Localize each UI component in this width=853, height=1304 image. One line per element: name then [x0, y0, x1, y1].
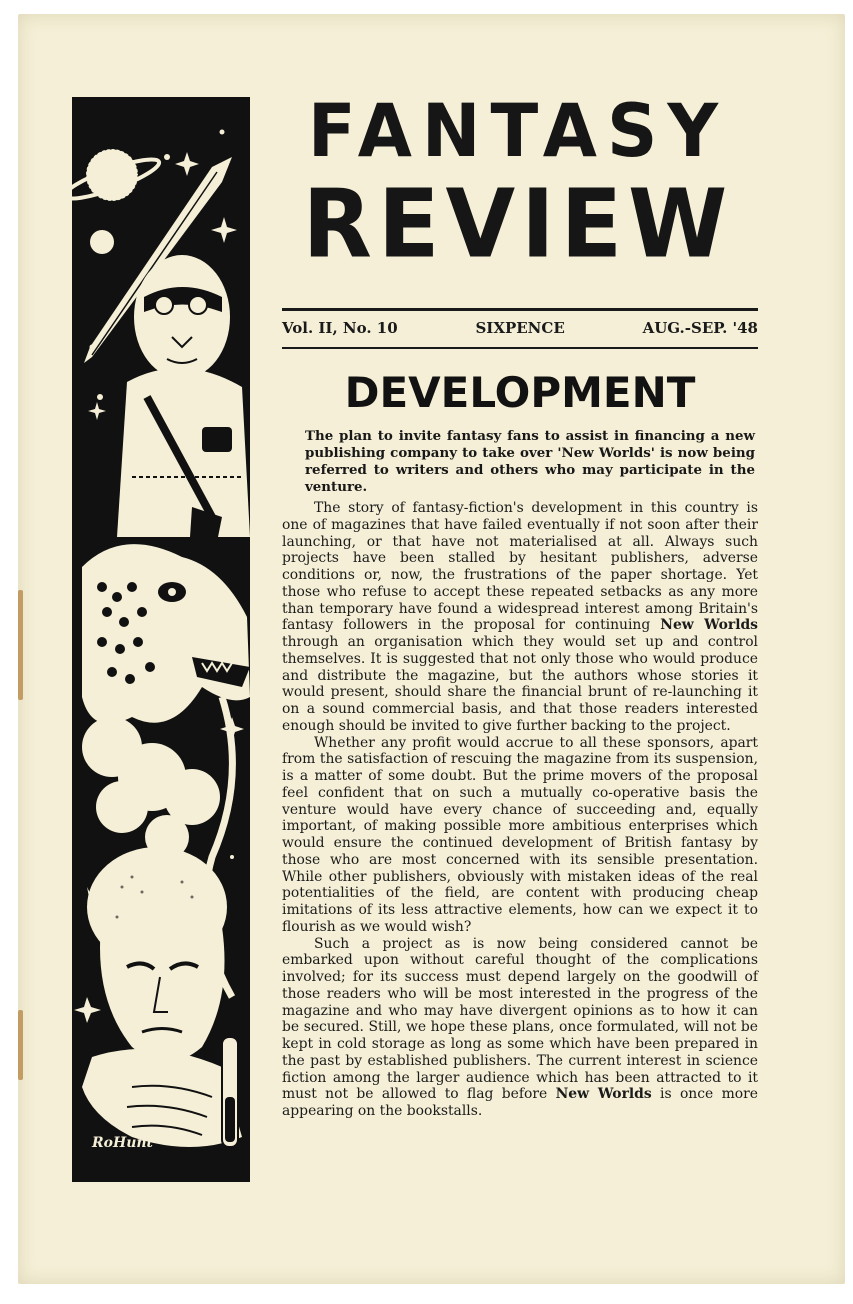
volume-number: Vol. II, No. 10: [282, 319, 398, 337]
title-fantasy: FANTASY: [307, 87, 729, 175]
illustration-drawing: [72, 97, 250, 1182]
article-body: [282, 500, 758, 1120]
alien-head: [87, 847, 227, 1062]
top-rule: [282, 308, 758, 311]
article-headline: DEVELOPMENT: [344, 368, 696, 417]
issue-date: AUG.-SEP. '48: [642, 319, 758, 337]
small-moon: [90, 230, 114, 254]
ringed-planet: [72, 149, 162, 205]
paragraph-3: Such a project as is now being considered cannot be embarked upon without careful thought of the complications involved; for its success must depend largely on the goodwill of those readers who will be most interested in the progress of the magazine and who may have divergent opinions as to how it can be secured. Still, we hope these plans, once formulated, will not be kept in cold storage as long as some which have been prepared in the past by established publishers. The current interest in science fiction among the larger audience which has been attracted to it must not be allowed to flag before New Worlds is once more appearing on the bookstalls.: [282, 935, 758, 1119]
smoke: [82, 717, 220, 859]
price: SIXPENCE: [475, 319, 565, 337]
paragraph-1: The story of fantasy-fiction's development in this country is one of magazines that have failed eventually if not soon after their launching, or that have not materialised at all. Always such projects have been stalled by hesitant publishers, adverse conditions or, now, the frustrations of the paper shortage. Yet those who refuse to accept these repeated setbacks as any more than temporary have found a widespread interest among Britain's fantasy followers in the proposal for continuing New Worlds through an organisation which they would set up and control themselves. It is suggested that not only those who would produce and distribute the magazine, but the authors whose stories it would present, should share the financial brunt of re-launching it on a sound commercial basis, and that those readers interested enough should be invited to give further backing to the project.: [282, 500, 758, 734]
article-intro: The plan to invite fantasy fans to assist in financing a new publishing company to take over 'New Worlds' is now being referred to writers and others who may participate in the venture.: [305, 428, 755, 495]
title-review: REVIEW: [302, 169, 734, 280]
issue-info-row: [282, 319, 758, 337]
spaceman: [117, 255, 250, 542]
staple-mark: [18, 590, 23, 700]
masthead: [268, 87, 768, 280]
staple-mark: [18, 1010, 23, 1080]
paragraph-2: Whether any profit would accrue to all these sponsors, apart from the satisfaction of rescuing the magazine from its suspension, is a matter of some doubt. But the prime movers of the proposal feel confident that on such a mutually co-operative basis the venture would have every chance of succeeding and, equally important, of making possible more ambitious enterprises which would ensure the continued development of British fantasy by those who are most concerned with its sensible presentation. While other publishers, obviously with mistaken ideas of the real potentialities of the field, are content with producing cheap imitations of its less attractive elements, how can we expect it to flourish as we would wish?: [282, 734, 758, 935]
bottom-rule: [282, 347, 758, 349]
cover-illustration: [72, 97, 250, 1182]
hand-and-test-tube: [82, 1037, 242, 1147]
artist-signature: RoHunt: [92, 1135, 154, 1151]
